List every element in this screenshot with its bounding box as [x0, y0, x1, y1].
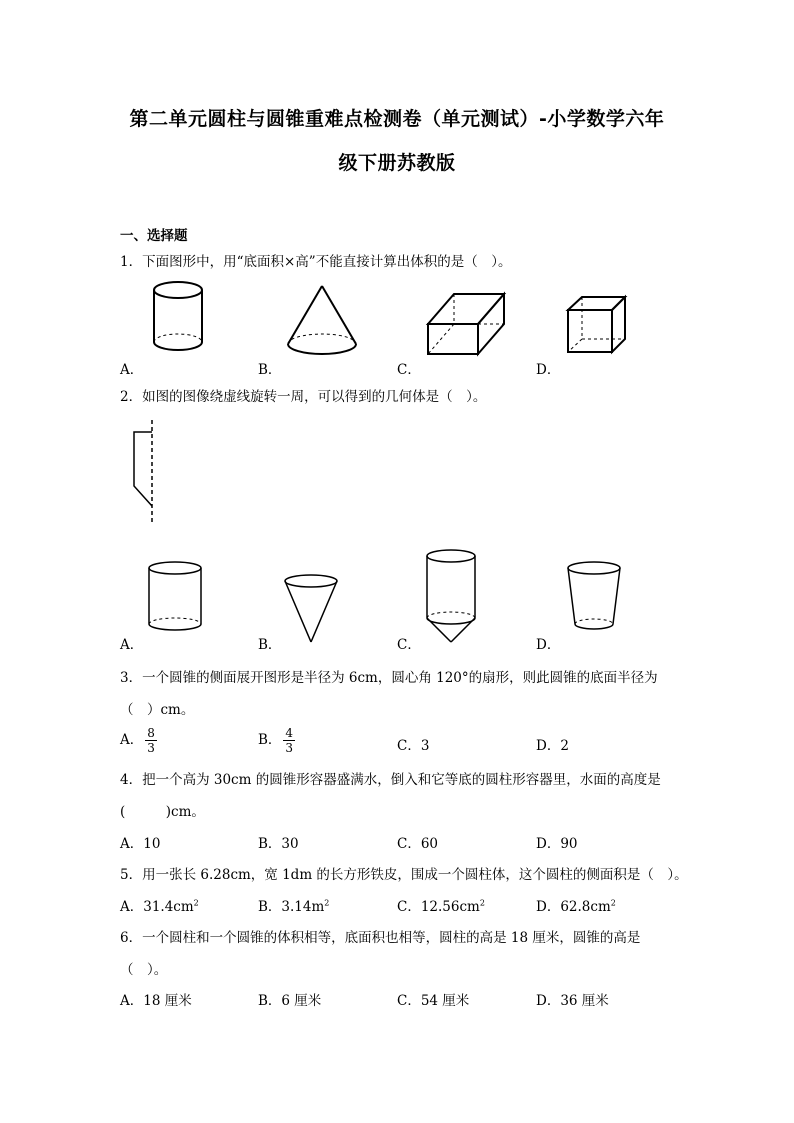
- q2-inverted-cone-figure: [282, 572, 342, 644]
- q3-option-c: C．3: [397, 738, 430, 754]
- q4-stem-line-1: 4．把一个高为 30cm 的圆锥形容器盛满水，倒入和它等底的圆柱形容器里，水面的高度是: [120, 772, 661, 788]
- q5-option-b-text: B．3.14m: [258, 899, 325, 915]
- q3-stem-line-2: （ ）cm。: [120, 702, 195, 718]
- q6-option-d: D．36 厘米: [536, 993, 609, 1009]
- q4-option-b: B．30: [258, 836, 299, 852]
- q1-cylinder-figure: [150, 280, 210, 360]
- q3-stem-line-1: 3．一个圆锥的侧面展开图形是半径为 6cm，圆心角 120°的扇形，则此圆锥的底面半径为: [120, 670, 658, 686]
- q2-cylinder-with-cone-figure: [424, 548, 480, 646]
- q5-option-a: [120, 895, 199, 915]
- q5-option-b-exponent: 2: [324, 898, 330, 908]
- q6-option-a: A．18 厘米: [120, 993, 192, 1009]
- q3-a-numerator: 8: [147, 726, 155, 740]
- q2-frustum-cup-figure: [565, 560, 627, 636]
- q5-option-c-text: C．12.56cm: [397, 899, 480, 915]
- q6-option-b: B．6 厘米: [258, 993, 322, 1009]
- q4-option-c: C．60: [397, 836, 439, 852]
- q1-option-b: B．: [258, 362, 282, 378]
- q2-rotation-profile-figure: [130, 418, 160, 526]
- q2-option-d: D．: [536, 637, 561, 653]
- q4-option-a: A．10: [120, 836, 161, 852]
- q1-option-a: A．: [120, 362, 144, 378]
- q1-option-d: D．: [536, 362, 561, 378]
- q4-option-d: D．90: [536, 836, 578, 852]
- q3-option-d: D．2: [536, 738, 569, 754]
- q3-option-b-fraction: [283, 726, 295, 755]
- q2-cylinder-figure: [146, 560, 208, 636]
- q5-option-d-text: D．62.8cm: [536, 899, 611, 915]
- q2-option-c: C．: [397, 637, 421, 653]
- q3-option-b: [258, 726, 295, 755]
- q1-cube-figure: [565, 294, 629, 358]
- q5-option-b: [258, 895, 329, 915]
- q3-a-denominator: 3: [147, 741, 155, 755]
- q5-stem: 5．用一张长 6.28cm，宽 1dm 的长方形铁皮，围成一个圆柱体，这个圆柱的侧面积是（ ）。: [120, 867, 688, 883]
- q1-option-c: C．: [397, 362, 421, 378]
- q2-option-b: B．: [258, 637, 282, 653]
- q5-option-d: [536, 895, 616, 915]
- q5-option-d-exponent: 2: [610, 898, 616, 908]
- title-line-2: 级下册苏教版: [338, 152, 456, 174]
- q1-cuboid-figure: [424, 288, 508, 360]
- q4-stem-line-2: ( )cm。: [120, 804, 205, 820]
- section-title: 一、选择题: [120, 228, 188, 244]
- q6-option-c: C．54 厘米: [397, 993, 470, 1009]
- q2-stem: 2．如图的图像绕虚线旋转一周，可以得到的几何体是（ ）。: [120, 389, 487, 405]
- q3-option-a-label: A．: [120, 732, 144, 748]
- q5-option-c: [397, 895, 485, 915]
- q1-stem: 1．下面图形中，用“底面积×高”不能直接计算出体积的是（ ）。: [120, 254, 512, 270]
- q5-option-a-exponent: 2: [193, 898, 199, 908]
- q6-stem-line-1: 6．一个圆柱和一个圆锥的体积相等，底面积也相等，圆柱的高是 18 厘米，圆锥的高是: [120, 930, 641, 946]
- q5-option-c-exponent: 2: [479, 898, 485, 908]
- q5-option-a-text: A．31.4cm: [120, 899, 194, 915]
- q2-option-a: A．: [120, 637, 144, 653]
- q3-option-a: [120, 726, 157, 755]
- q3-option-b-label: B．: [258, 732, 282, 748]
- q3-option-a-fraction: [145, 726, 157, 755]
- title-line-1: 第二单元圆柱与圆锥重难点检测卷（单元测试）-小学数学六年: [129, 108, 665, 130]
- q6-stem-line-2: （ ）。: [120, 962, 168, 978]
- q3-b-denominator: 3: [285, 741, 294, 755]
- q1-cone-figure: [284, 284, 360, 360]
- q3-b-numerator: 4: [285, 726, 294, 740]
